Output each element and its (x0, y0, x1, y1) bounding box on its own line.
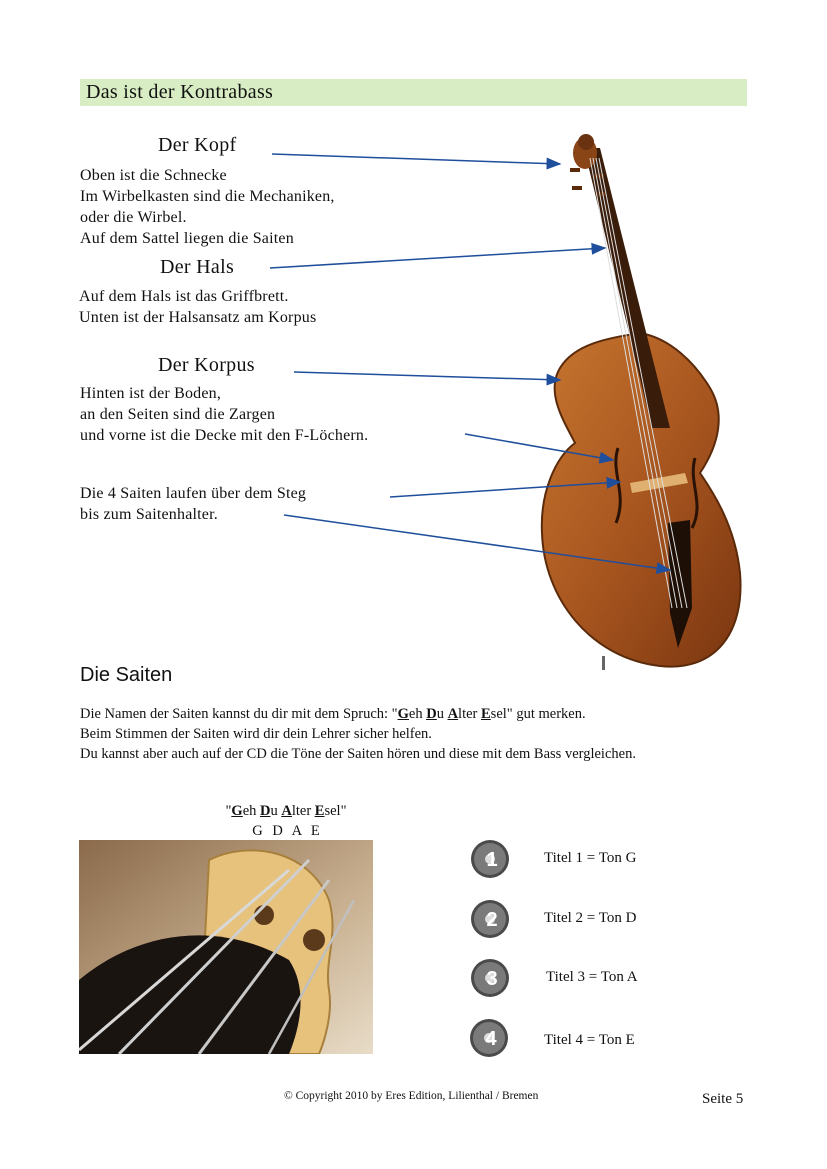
track-1-label: Titel 1 = Ton G (544, 850, 637, 866)
track-2-label: Titel 2 = Ton D (544, 910, 637, 926)
text-fragment: u (270, 803, 282, 819)
cd-number: 4 (485, 1028, 497, 1050)
text-fragment: sel (324, 803, 341, 819)
text-fragment: Die Namen der Saiten kannst du dir mit dem Spruch: " (80, 706, 398, 722)
footer-copyright: © Copyright 2010 by Eres Edition, Lilienthal / Bremen (284, 1090, 539, 1102)
text-line: Unten ist der Halsansatz am Korpus (79, 309, 317, 326)
text-line: Im Wirbelkasten sind die Mechaniken, (80, 188, 335, 205)
initial-a: A (447, 706, 459, 722)
text-line: Auf dem Sattel liegen die Saiten (80, 230, 294, 247)
initial-a: A (281, 803, 292, 819)
text-line: und vorne ist die Decke mit den F-Löchern. (80, 427, 369, 444)
initial-g: G (231, 803, 243, 819)
text-fragment: " gut merken. (506, 706, 586, 722)
cd-number: 2 (486, 909, 498, 931)
initial-e: E (481, 706, 491, 722)
heading-kopf: Der Kopf (158, 134, 237, 156)
track-4[interactable] (469, 1018, 509, 1063)
track-3-label: Titel 3 = Ton A (546, 969, 638, 985)
text-fragment: lter (291, 803, 315, 819)
track-4-label: Titel 4 = Ton E (544, 1032, 635, 1048)
text-line: Die 4 Saiten laufen über dem Steg (80, 485, 307, 502)
text-fragment: eh (242, 803, 260, 819)
page-title: Das ist der Kontrabass (86, 81, 274, 103)
arrow-kopf (272, 154, 560, 164)
text-line: Auf dem Hals ist das Griffbrett. (79, 288, 289, 305)
text-fragment: lter (458, 706, 481, 722)
text-line: an den Seiten sind die Zargen (80, 406, 276, 423)
initial-d: D (426, 706, 437, 722)
initial-d: D (260, 803, 271, 819)
track-3[interactable] (470, 958, 510, 1003)
arrow-saitenhalter (284, 515, 670, 570)
text-fragment: u (436, 706, 448, 722)
initial-g: G (397, 706, 409, 722)
arrow-korpus (294, 372, 560, 380)
text-fragment: sel (490, 706, 507, 722)
text-fragment: eh (408, 706, 427, 722)
cd-icon (469, 1018, 509, 1058)
quote-mark: " (340, 803, 347, 819)
arrow-steg (390, 482, 620, 497)
bridge-photo (79, 840, 373, 1054)
cd-icon (470, 839, 510, 879)
heading-korpus: Der Korpus (158, 354, 255, 376)
cd-number: 1 (486, 849, 498, 871)
mnemonic-caption (160, 801, 412, 821)
saiten-text-line3: Du kannst aber auch auf der CD die Töne der Saiten hören und diese mit dem Bass vergleichen. (80, 746, 636, 762)
cd-icon (470, 899, 510, 939)
initial-e: E (314, 803, 325, 819)
track-1[interactable] (470, 839, 510, 884)
saiten-text-line2: Beim Stimmen der Saiten wird dir dein Lehrer sicher helfen. (80, 726, 432, 742)
quote-mark: " (225, 803, 232, 819)
text-line: oder die Wirbel. (80, 209, 187, 226)
cd-number: 3 (486, 968, 498, 990)
text-line: bis zum Saitenhalter. (80, 506, 218, 523)
arrow-hals (270, 248, 605, 268)
notes-caption: G D A E (252, 823, 320, 839)
heading-hals: Der Hals (160, 256, 235, 278)
saiten-text-line1 (80, 704, 586, 724)
page-number: Seite 5 (702, 1091, 744, 1107)
track-2[interactable] (470, 899, 510, 944)
heading-saiten: Die Saiten (80, 664, 173, 686)
text-line: Oben ist die Schnecke (80, 167, 227, 184)
arrow-f-loch (465, 434, 613, 460)
cd-icon (470, 958, 510, 998)
text-line: Hinten ist der Boden, (80, 385, 222, 402)
